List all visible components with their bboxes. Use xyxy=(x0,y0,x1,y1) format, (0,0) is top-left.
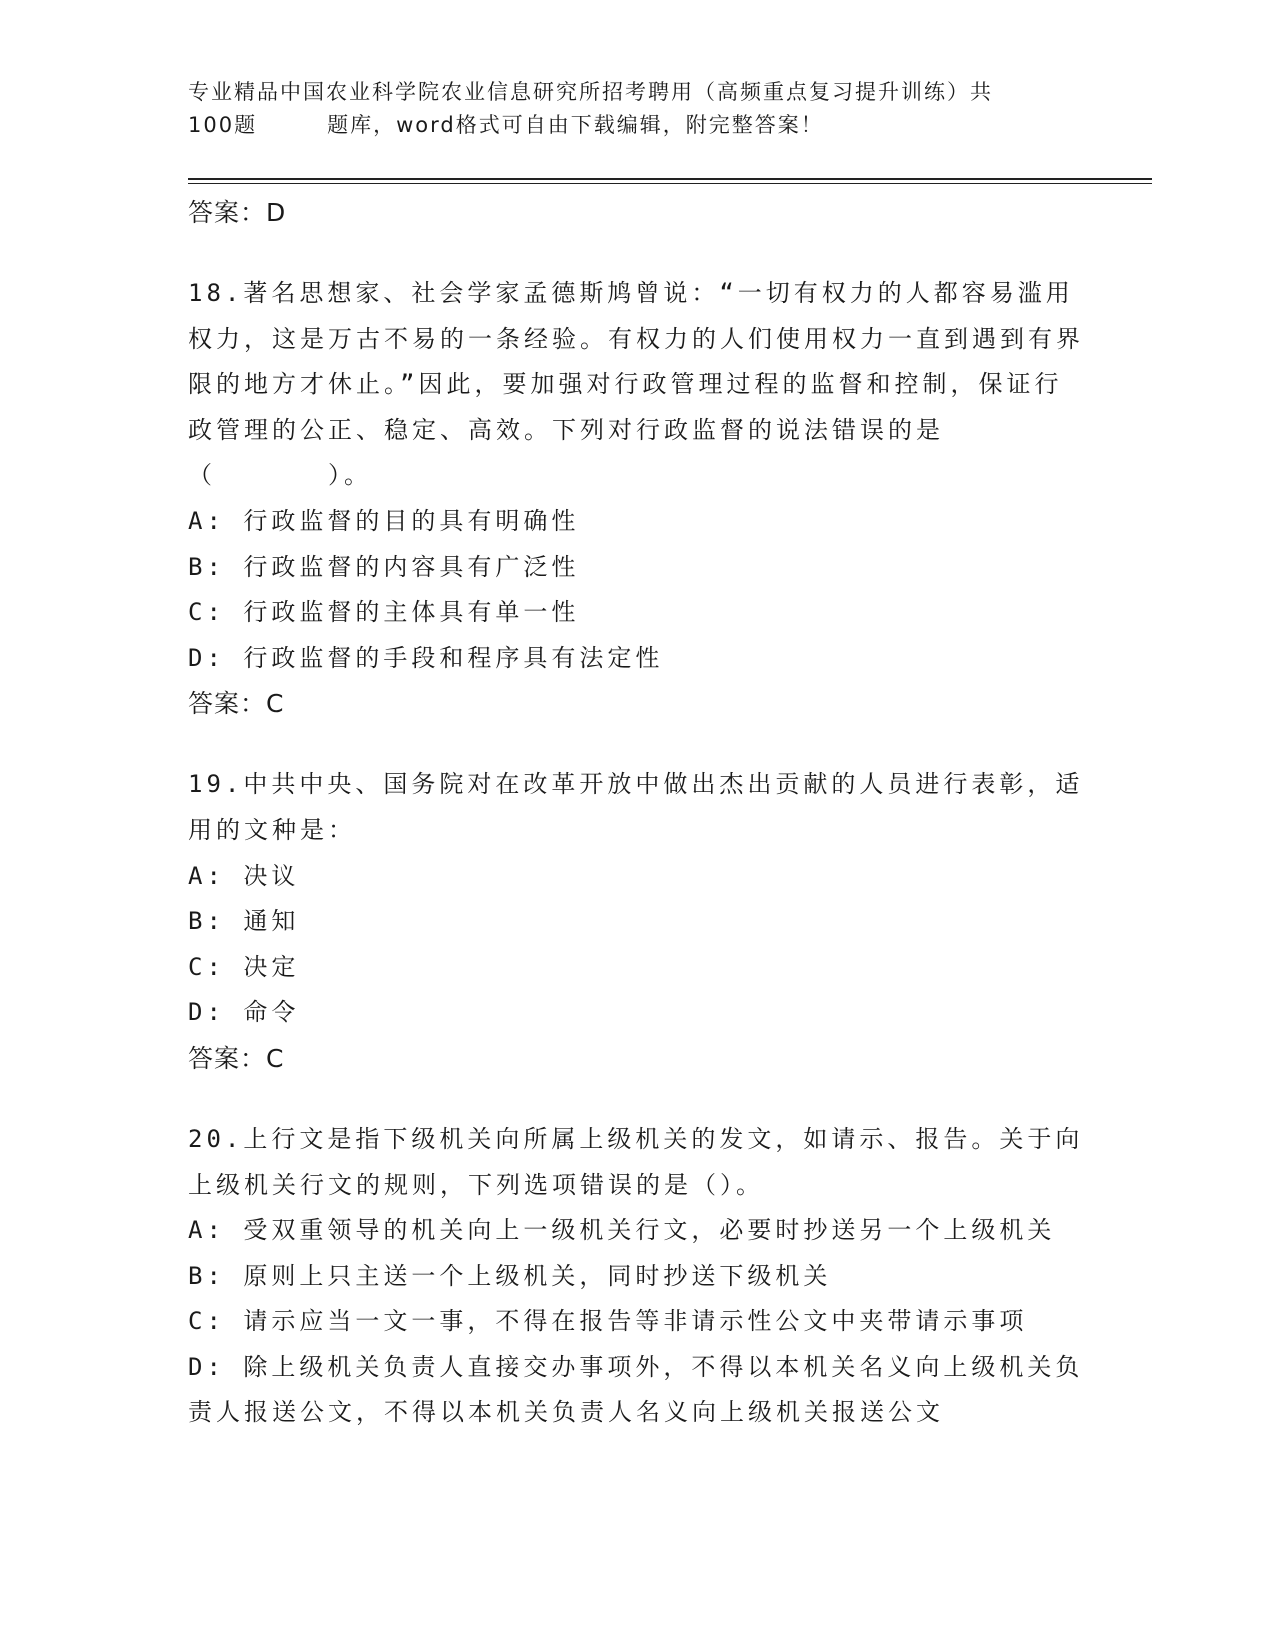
option-d: D: 除上级机关负责人直接交办事项外，不得以本机关名义向上级机关负责人报送公文，不得以本机关负责人名义向上级机关报送公文 xyxy=(188,1352,1084,1427)
answer: 答案：C xyxy=(188,1043,285,1073)
header-line-1: 专业精品中国农业科学院农业信息研究所招考聘用（高频重点复习提升训练）共 xyxy=(188,80,993,104)
document-header xyxy=(188,76,1088,142)
header-line-2 xyxy=(188,109,1088,142)
option-d: D: 行政监督的手段和程序具有法定性 xyxy=(188,643,664,672)
option-b: B: 通知 xyxy=(188,907,300,936)
header-rule-thin xyxy=(188,183,1152,184)
question-19 xyxy=(188,762,1088,1081)
option-a: A: 受双重领导的机关向上一级机关行文，必要时抄送另一个上级机关 xyxy=(188,1216,1056,1245)
question-stem: 18.著名思想家、社会学家孟德斯鸠曾说：“一切有权力的人都容易滥用权力，这是万古不易的一条经验。有权力的人们使用权力一直到遇到有界限的地方才休止。”因此，要加强对行政管理过程的监督和控制，保证行政管理的公正、稳定、高效。下列对行政监督的说法错误的是（ ）。 xyxy=(188,279,1084,490)
question-18 xyxy=(188,271,1088,726)
answer: 答案：C xyxy=(188,689,285,719)
option-b: B: 原则上只主送一个上级机关，同时抄送下级机关 xyxy=(188,1261,832,1290)
header-rule-thick xyxy=(188,178,1152,180)
option-a: A: 行政监督的目的具有明确性 xyxy=(188,506,580,535)
option-d: D: 命令 xyxy=(188,998,300,1027)
previous-answer: 答案：D xyxy=(188,198,287,227)
option-c: C: 决定 xyxy=(188,952,300,981)
question-stem: 20.上行文是指下级机关向所属上级机关的发文，如请示、报告。关于向上级机关行文的规则，下列选项错误的是（）。 xyxy=(188,1124,1084,1199)
question-list xyxy=(188,190,1088,1436)
header-count: 100题 xyxy=(188,113,258,137)
option-c: C: 行政监督的主体具有单一性 xyxy=(188,598,580,627)
option-c: C: 请示应当一文一事，不得在报告等非请示性公文中夹带请示事项 xyxy=(188,1307,1028,1336)
option-a: A: 决议 xyxy=(188,861,300,890)
question-20 xyxy=(188,1117,1088,1436)
option-b: B: 行政监督的内容具有广泛性 xyxy=(188,552,580,581)
header-description: 题库，word格式可自由下载编辑，附完整答案！ xyxy=(327,113,824,137)
question-stem: 19.中共中央、国务院对在改革开放中做出杰出贡献的人员进行表彰，适用的文种是： xyxy=(188,770,1084,844)
